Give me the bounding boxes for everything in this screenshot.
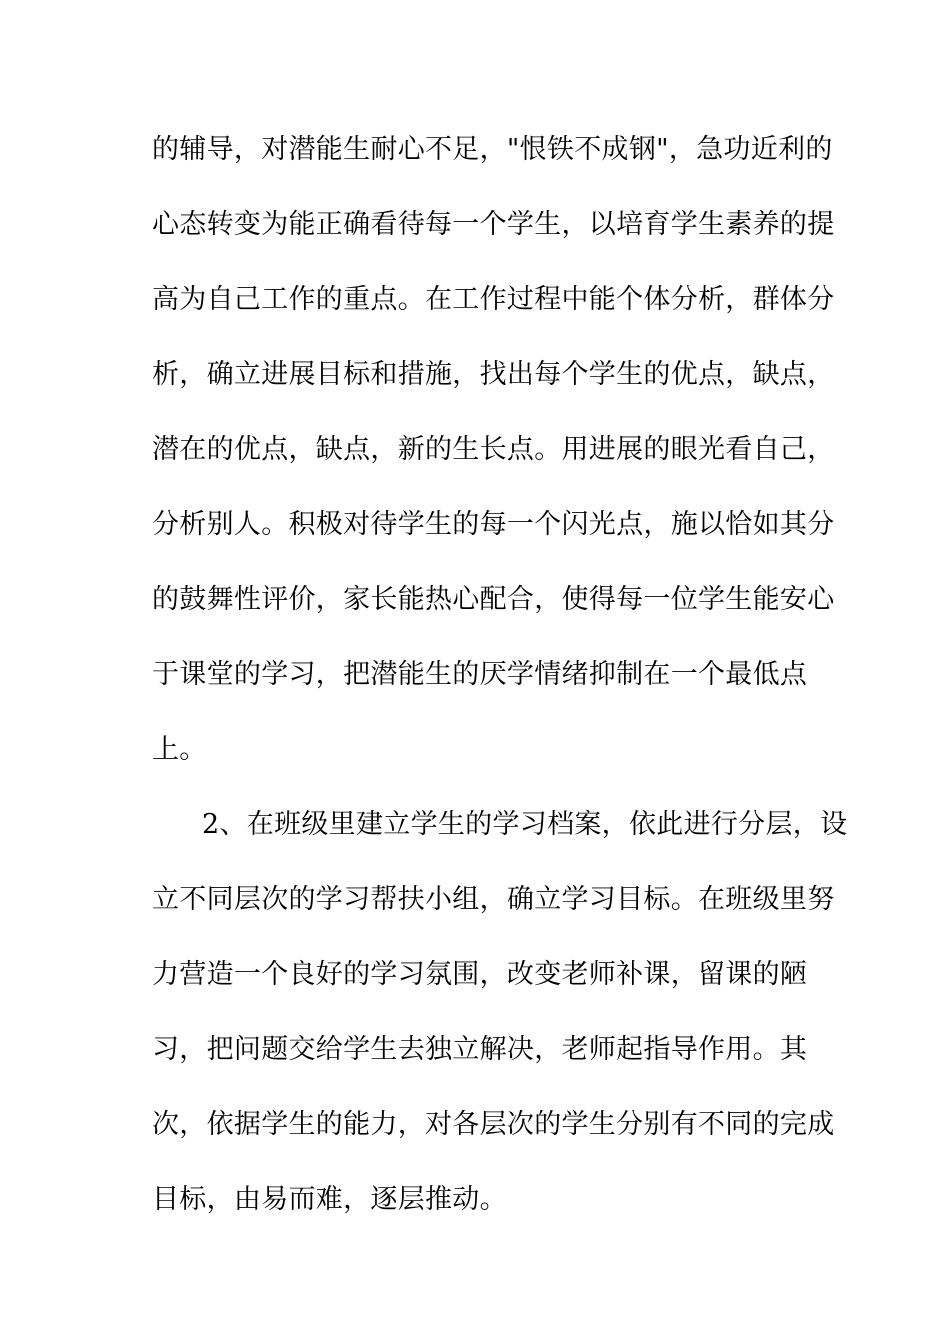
text-line: 于课堂的学习，把潜能生的厌学情绪抑制在一个最低点 — [152, 659, 808, 690]
text-line: 习，把问题交给学生去独立解决，老师起指导作用。其 — [152, 1034, 808, 1065]
text-line: 的辅导，对潜能生耐心不足，"恨铁不成钢"，急功近利的 — [152, 134, 833, 165]
text-line: 上。 — [152, 734, 207, 765]
text-line: 目标，由易而难，逐层推动。 — [152, 1184, 507, 1215]
text-line: 潜在的优点，缺点，新的生长点。用进展的眼光看自己， — [152, 434, 835, 465]
text-line: 力营造一个良好的学习氛围，改变老师补课，留课的陋 — [152, 959, 808, 990]
text-line: 高为自己工作的重点。在工作过程中能个体分析，群体分 — [152, 284, 835, 315]
text-line: 的鼓舞性评价，家长能热心配合，使得每一位学生能安心 — [152, 584, 835, 615]
text-line: 心态转变为能正确看待每一个学生，以培育学生素养的提 — [152, 209, 835, 240]
text-line: 次，依据学生的能力，对各层次的学生分别有不同的完成 — [152, 1109, 835, 1140]
text-line: 分析别人。积极对待学生的每一个闪光点，施以恰如其分 — [152, 509, 835, 540]
text-line: 立不同层次的学习帮扶小组，确立学习目标。在班级里努 — [152, 884, 835, 915]
paragraph-start-line: 2、在班级里建立学生的学习档案，依此进行分层，设 — [202, 809, 848, 840]
text-line: 析，确立进展目标和措施，找出每个学生的优点，缺点， — [152, 359, 835, 390]
